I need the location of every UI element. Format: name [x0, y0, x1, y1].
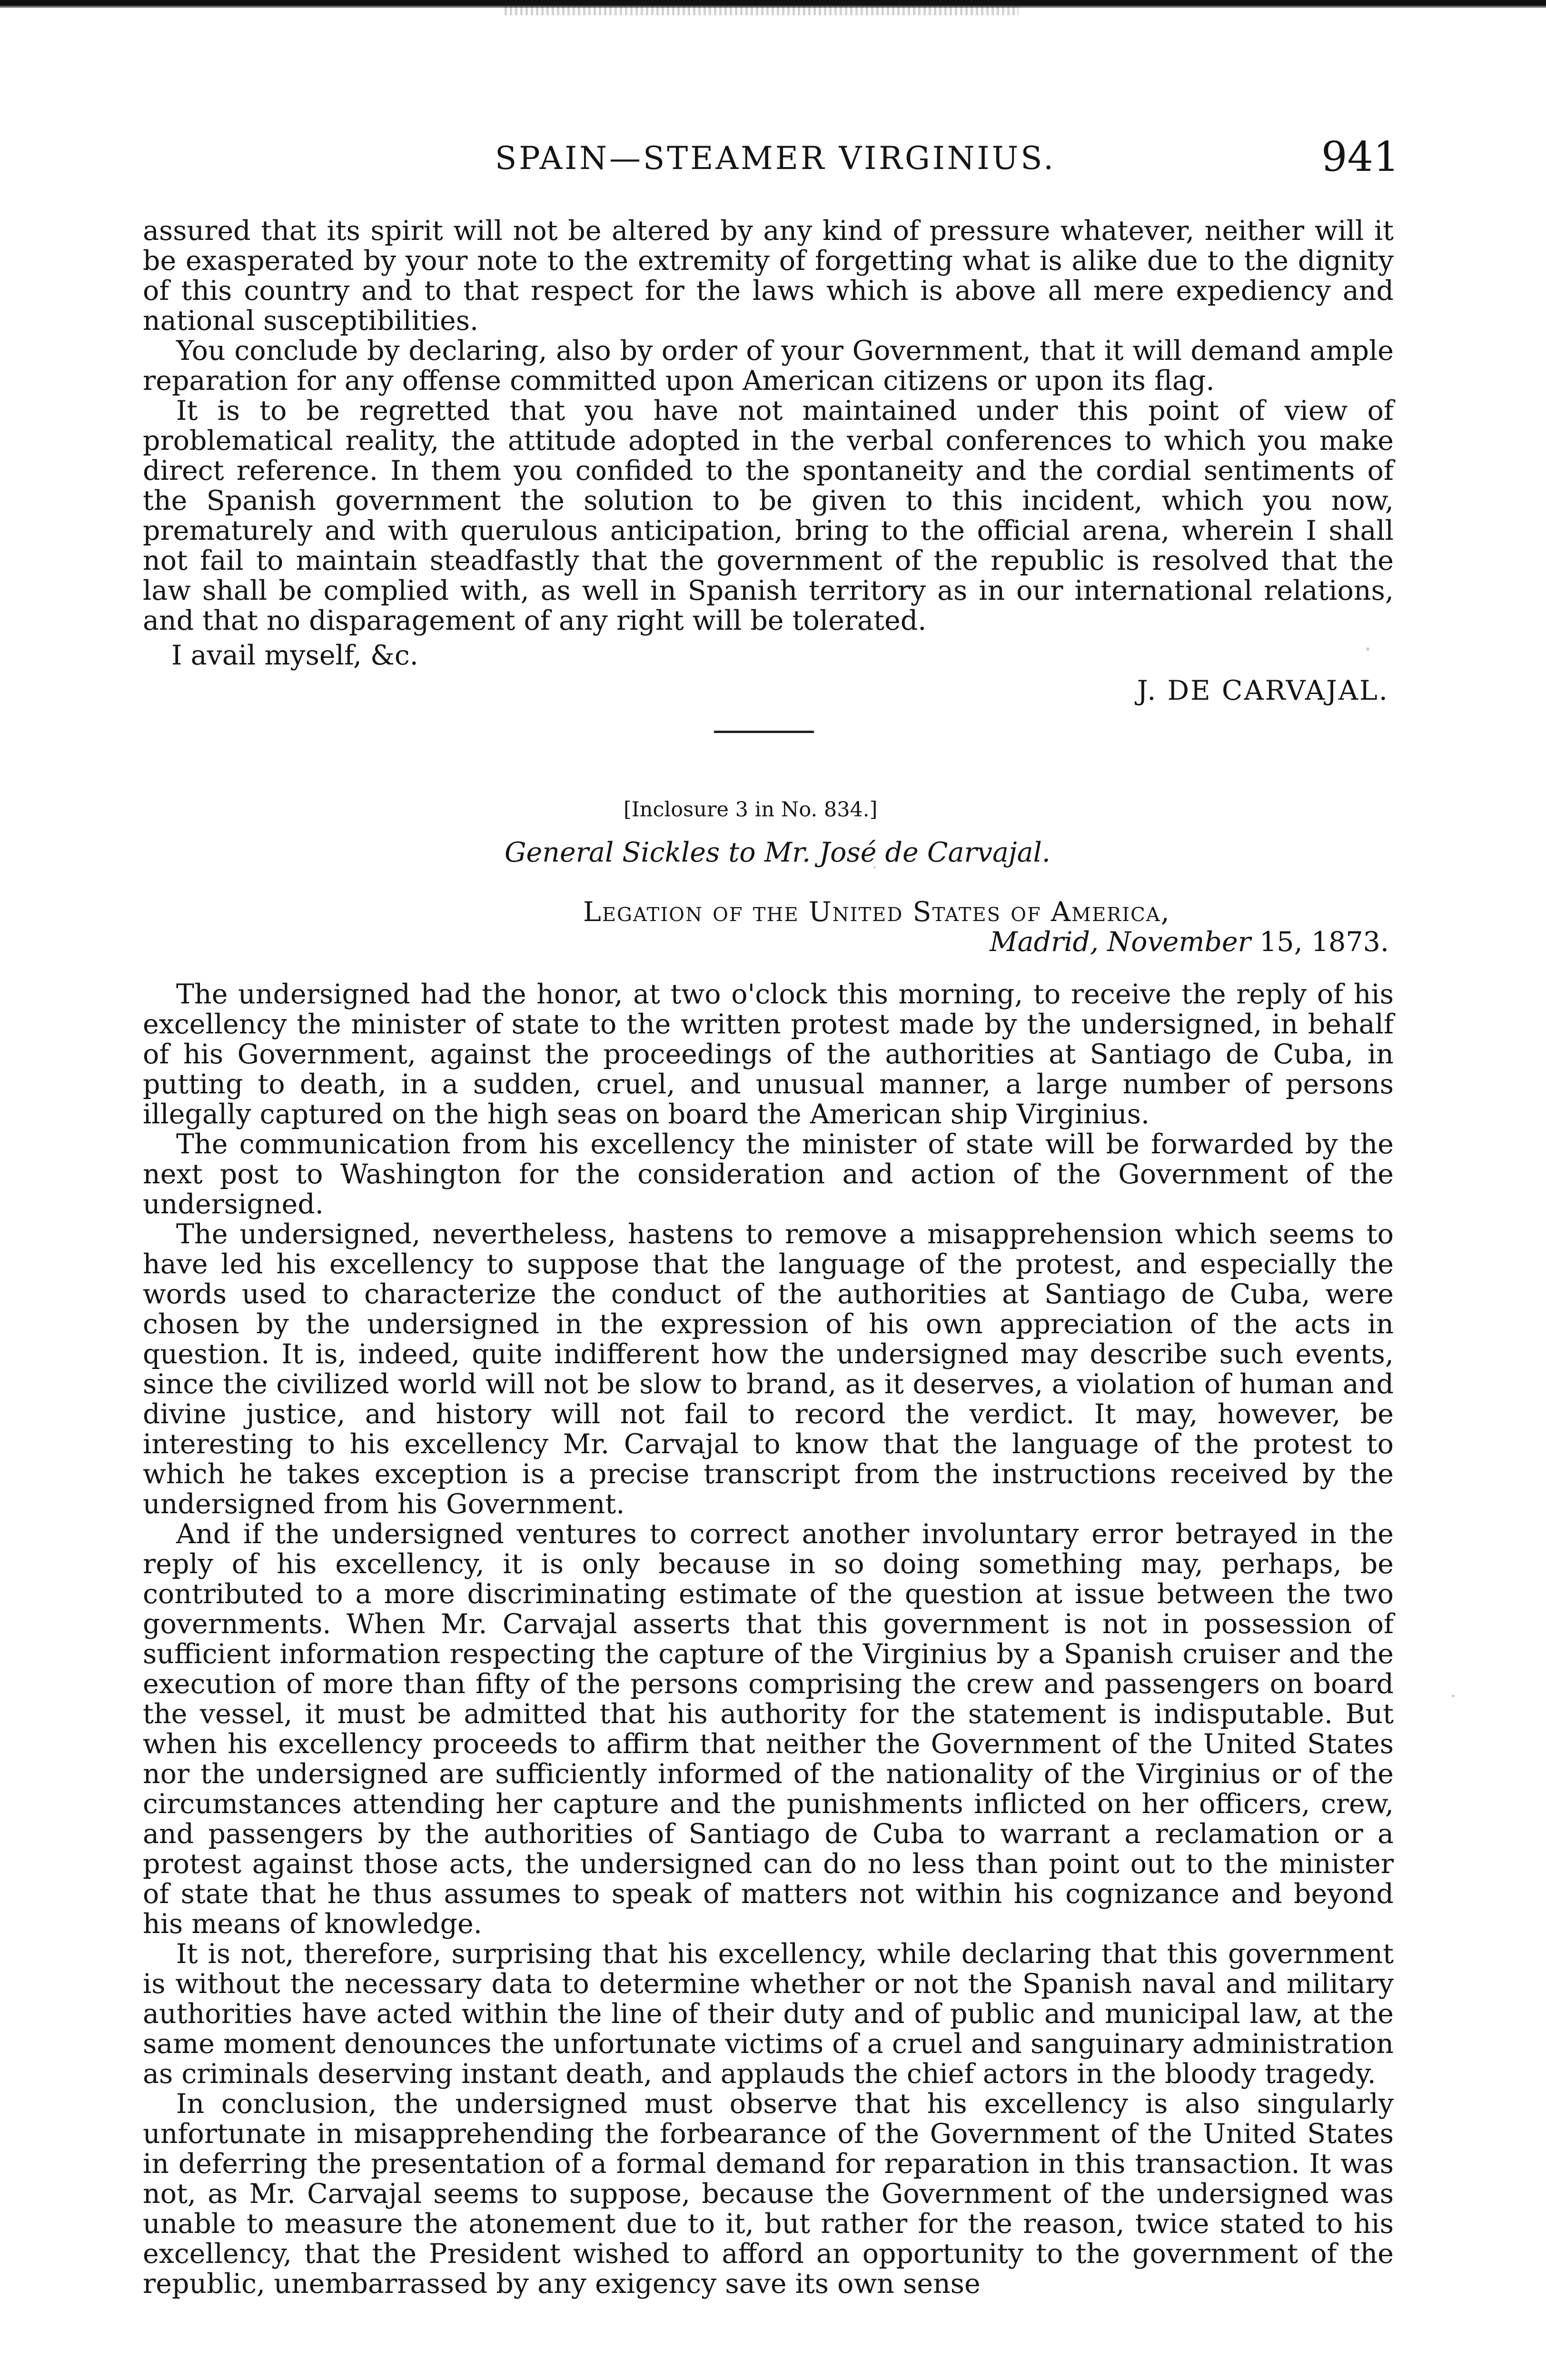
dateline-month: November: [1107, 926, 1251, 958]
legation-line: Legation of the United States of America,: [583, 896, 1170, 928]
continued-letter-text: [143, 216, 1394, 636]
intro-paragraph-2: You conclude by declaring, also by order of your Government, that it will demand ample reparation for any offense committed upon American citizens or upon its flag.: [143, 335, 1394, 397]
paper-speck: [1452, 1695, 1455, 1697]
letter-paragraph-3: The undersigned, nevertheless, hastens to remove a misapprehension which seems to have led his excellency to suppose that the language of the protest, and especially the words used to characterize the conduct of the authorities at Santiago de Cuba, were chosen by the undersigned in the expression of his own appreciation of the acts in question. It is, indeed, quite indifferent how the undersigned may describe such events, since the civilized world will not be slow to brand, as it deserves, a violation of human and divine justice, and history will not fail to record the verdict. It may, however, be interesting to his excellency Mr. Carvajal to know that the language of the protest to which he takes exception is a precise transcript from the instructions received by the undersigned from his Government.: [143, 1219, 1394, 1520]
dateline: [990, 927, 1389, 957]
letter-paragraph-4: And if the undersigned ventures to correct another involuntary error betrayed in the reply of his excellency, it is only because in so doing something may, perhaps, be contributed to a more discriminating estimate of the question at issue between the two governments. When Mr. Carvajal asserts that this government is not in possession of sufficient information respecting the capture of the Virginius by a Spanish cruiser and the execution of more than fifty of the persons comprising the crew and passengers on board the vessel, it must be admitted that his authority for the statement is indisputable. But when his excellency proceeds to affirm that neither the Government of the United States nor the undersigned are sufficiently informed of the nationality of the Virginius or of the circumstances attending her capture and the punishments inflicted on her officers, crew, and passengers by the authorities of Santiago de Cuba to warrant a reclamation or a protest against those acts, the undersigned can do no less than point out to the minister of state that he thus assumes to speak of matters not within his cognizance and beyond his means of knowledge.: [143, 1518, 1394, 1940]
section-divider: [714, 731, 814, 733]
top-scan-rule: [0, 0, 1546, 11]
signature: J. DE CARVAJAL.: [1137, 675, 1389, 706]
intro-paragraph-3: It is to be regretted that you have not maintained under this point of view of problematical reality, the attitude adopted in the verbal conferences to which you make direct reference. In them you confided to the spontaneity and the cordial sentiments of the Spanish government the solution to be given to this incident, which you now, prematurely and with querulous anticipation, bring to the official arena, wherein I shall not fail to maintain steadfastly that the government of the republic is resolved that the law shall be complied with, as well in Spanish territory as in our international relations, and that no disparagement of any right will be tolerated.: [143, 395, 1394, 636]
page-number: 941: [1321, 133, 1399, 181]
dateline-date: 15, 1873.: [1259, 926, 1389, 958]
intro-paragraph-1: assured that its spirit will not be altered by any kind of pressure whatever, neither will it be exasperated by your note to the extremity of forgetting what is alike due to the dignity of this country and to that respect for the laws which is above all mere expediency and national susceptibilities.: [143, 215, 1394, 337]
letter-paragraph-6: In conclusion, the undersigned must observe that his excellency is also singularly unfortunate in misapprehending the forbearance of the Government of the United States in deferring the presentation of a formal demand for reparation in this transaction. It was not, as Mr. Carvajal seems to suppose, because the Government of the undersigned was unable to measure the atonement due to it, but rather for the reason, twice stated to his excellency, that the President wished to afford an opportunity to the government of the republic, unembarrassed by any exigency save its own sense: [143, 2088, 1394, 2300]
running-head-title: SPAIN—STEAMER VIRGINIUS.: [495, 140, 1056, 177]
paper-speck: [873, 866, 876, 869]
paper-speck: [1366, 647, 1369, 651]
letter-heading: General Sickles to Mr. José de Carvajal.: [505, 837, 1050, 868]
running-header: [495, 133, 1399, 194]
letter-paragraph-2: The communication from his excellency the minister of state will be forwarded by the next post to Washington for the consideration and action of the Government of the undersigned.: [143, 1129, 1394, 1220]
closing-line: I avail myself, &c.: [171, 640, 418, 671]
letter-paragraph-1: The undersigned had the honor, at two o'clock this morning, to receive the reply of his excellency the minister of state to the written protest made by the undersigned, in behalf of his Government, against the proceedings of the authorities at Santiago de Cuba, in putting to death, in a sudden, cruel, and unusual manner, a large number of persons illegally captured on the high seas on board the American ship Virginius.: [143, 979, 1394, 1130]
letter-paragraph-5: It is not, therefore, surprising that his excellency, while declaring that this government is without the necessary data to determine whether or not the Spanish naval and military authorities have acted within the line of their duty and of public and municipal law, at the same moment denounces the unfortunate victims of a cruel and sanguinary administration as criminals deserving instant death, and applauds the chief actors in the bloody tragedy.: [143, 1938, 1394, 2090]
main-letter-text: [143, 980, 1394, 2299]
inclosure-label: [Inclosure 3 in No. 834.]: [624, 798, 878, 822]
dateline-place: Madrid,: [990, 926, 1099, 958]
